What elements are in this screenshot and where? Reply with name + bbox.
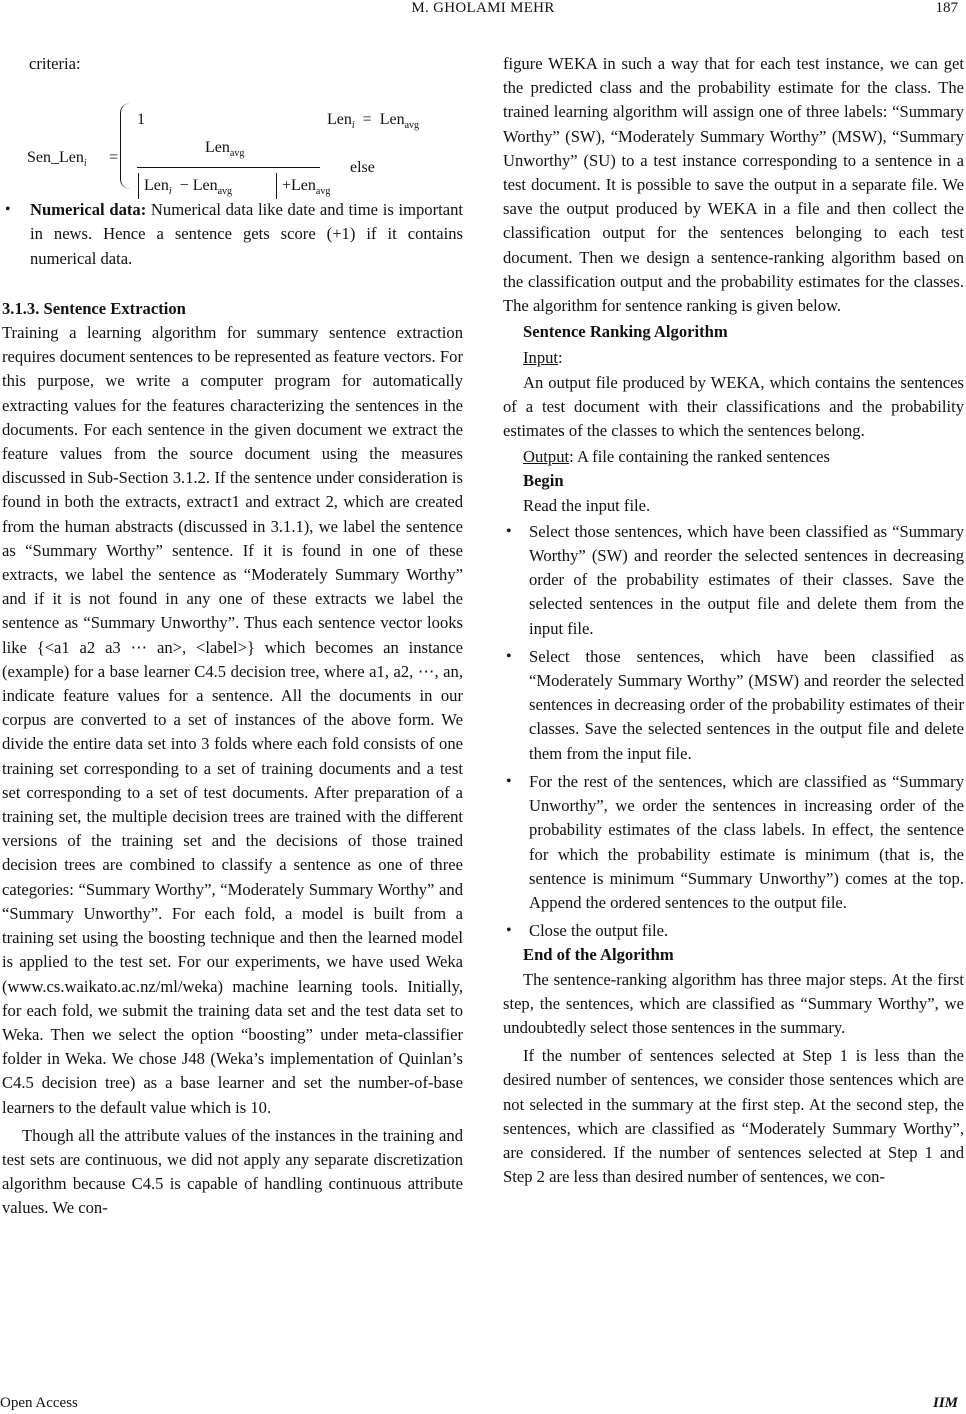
algorithm-input-text: An output file produced by WEKA, which contains the sentences of a test document with their classifications and the probability estimates of the classes to which the sentences belong. xyxy=(503,372,964,441)
formula-denominator-tail: +Len$_{avg}$ xyxy=(282,177,331,198)
right-column xyxy=(503,52,964,1189)
algorithm-step-4: • Close the output file. xyxy=(506,921,669,941)
algorithm-title: Sentence Ranking Algorithm xyxy=(523,322,728,342)
criteria-label: criteria: xyxy=(29,54,81,73)
running-header-author: M. GHOLAMI MEHR xyxy=(411,0,555,16)
algorithm-read-input: Read the input file. xyxy=(523,495,651,515)
algorithm-begin: Begin xyxy=(523,471,564,491)
ranking-steps-paragraph: The sentence-ranking algorithm has three major steps. At the first step, the sentences, which are classified as “Summary Worthy”, we undoubtedly select those sentences in the summary. xyxy=(503,969,964,1037)
weka-config-paragraph: figure WEKA in such a way that for each test instance, we can get the predicted class and the probability estimate for the class. The trained learning algorithm will assign one of three labels: “Summary Worthy” (SW), “Moderately Summary Worthy” (MSW), “Summary Unworthy” (SU) to a test instance corresponding to a sentence in a test document. It is possible to save the output in a separate file. We save the output produced by WEKA in a file and then collect the classification output for the sentences belonging to each test document. Then we design a sentence-ranking algorithm based on the classification output and the probability estimates for the classes. The algorithm for sentence ranking is given below. xyxy=(503,54,964,316)
left-column xyxy=(2,52,463,1221)
page-number: 187 xyxy=(935,0,958,16)
formula-numerator: Len$_{avg}$ xyxy=(205,139,245,160)
formula-lhs: Sen_Len$_i$ xyxy=(27,149,87,170)
footer-journal: IIM xyxy=(932,1395,958,1411)
formula-case1-condition: Len$_i$ = Len$_{avg}$ xyxy=(327,111,420,132)
formula-case1-value: 1 xyxy=(137,111,145,129)
algorithm-step-3: • For the rest of the sentences, which are classified as “Summary Unworthy”, we order the sentences in increasing order of the probability estimates of the class labels. In effect, the sentence for which the probability estimate is minimum (that is, the sentence is minimum “Summary Unworthy”) comes at the top. Append the ordered sentences to the output file. xyxy=(506,771,964,912)
formula-else: else xyxy=(350,159,375,177)
algorithm-step-1: • Select those sentences, which have been classified as “Summary Worthy” (SW) and reorder the selected sentences in decreasing order of the probability estimates of their classes. Save the selected sentences in the output file and delete them from the input file. xyxy=(506,521,964,638)
formula-equals: = xyxy=(109,149,119,167)
bullet-dot: • xyxy=(5,201,11,219)
algorithm-end: End of the Algorithm xyxy=(523,945,674,965)
numerical-data-bullet: • Numerical data: Numerical data like date and time is important in news. Hence a sentence gets score (+1) if it contains numerical data. xyxy=(5,200,463,268)
discretization-paragraph: Though all the attribute values of the instances in the training and test sets are continuous, we did not apply any separate discretization algorithm because C4.5 is capable of handling continuous attribute values. We con- xyxy=(2,1125,463,1218)
step-two-paragraph: If the number of sentences selected at Step 1 is less than the desired number of sentences, we consider those sentences which are not selected in the summary at the first step. At the second step, the sentences, which are classified as “Moderately Summary Worthy”, are considered. If the number of sentences selected at Step 1 and Step 2 are less than desired number of sentences, we con- xyxy=(503,1046,964,1187)
algorithm-output: Output: A file containing the ranked sentences xyxy=(523,447,830,467)
algorithm-step-2: • Select those sentences, which have been classified as “Moderately Summary Worthy” (MSW) and reorder the selected sentences in decreasing order of the probability estimates of their classes. Save the selected sentences in the output file and delete them from the input file. xyxy=(506,646,964,763)
sentence-length-formula xyxy=(2,72,463,198)
formula-denominator: Len$_i$ − Len$_{avg}$ xyxy=(144,177,233,198)
formula-brace xyxy=(120,103,131,189)
sentence-extraction-paragraph: Training a learning algorithm for summary sentence extraction requires document sentences to be represented as feature vectors. For this purpose, we write a computer program for automatically extracting values for the features characterizing the sentences in the documents. For each sentence in the given document we extract the feature values from the source document using the measures discussed in Sub-Section 3.1.2. If the sentence under consideration is found in both the extracts, extract1 and extract 2, which are created from the human abstracts (discussed in 3.1.1), we label the sentence as “Summary Worthy” sentence. If it is found in one of these extracts, we label the sentence as “Moderately Summary Worthy” and if it is not found in any one of these extracts we label the sentence as “Summary Unworthy”. Thus each sentence vector looks like {<a1 a2 a3 ⋯ an>, <label>} which becomes an instance (example) for a base learner C4.5 decision tree, where a1, a2, ⋯, an, indicate feature values for a sentence. All the documents in our corpus are converted to a set of instances of the above form. We divide the entire data set into 3 folds where each fold consists of one training set corresponding to a set of training documents and a test set corresponding to a set of test documents. After preparation of a training set, the multiple decision trees are trained with the different versions of the training set and the decisions of those trained decision trees are combined to classify a sentence as one of three categories: “Summary Worthy”, “Moderately Summary Worthy” and “Summary Unworthy”. For each fold, a model is built from a training set using the boosting technique and then the learned model is applied to the test set. For our experiments, we have used Weka (www.cs.waikato.ac.nz/ml/weka) machine learning tools. Initially, for each fold, we submit the training data set and the test data set to Weka. Then we select the option “boosting” under meta-classifier folder in Weka. We chose J48 (Weka’s implementation of Quinlan’s C4.5 decision tree) as a base learner and set the number-of-base learners to the default value which is 10. xyxy=(2,323,463,1117)
section-heading: 3.1.3. Sentence Extraction xyxy=(2,298,186,318)
footer-open-access: Open Access xyxy=(0,1395,78,1411)
algorithm-input-label: Input: xyxy=(523,348,563,368)
formula-abs-bar-left xyxy=(138,173,139,199)
formula-fraction-line xyxy=(137,167,320,168)
formula-abs-bar-right xyxy=(276,173,277,199)
